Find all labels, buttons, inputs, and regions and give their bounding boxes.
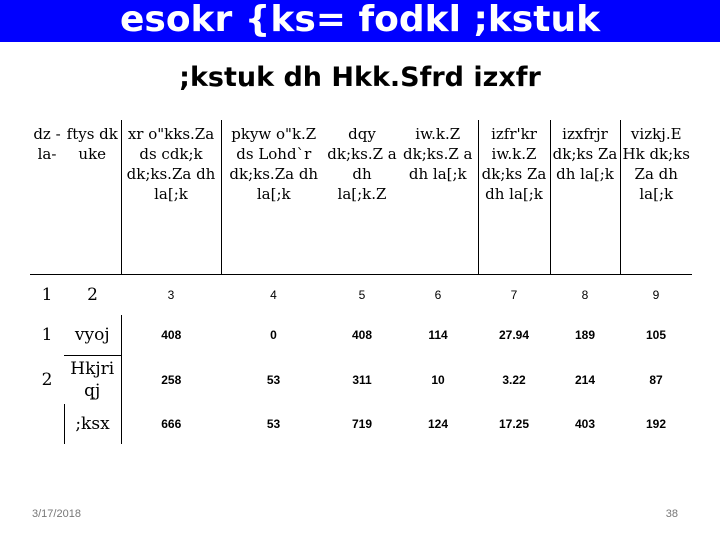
index-cell: 3 xyxy=(167,288,175,302)
value-cell: 408 xyxy=(351,328,373,343)
serial-cell: 2 xyxy=(41,369,53,390)
header-in-progress-works: izxfrjr dk;ks Za dh la[;k xyxy=(550,120,620,275)
header-pending-works: xr o"kks.Za ds cdk;k dk;ks.Za dh la[;k xyxy=(121,120,221,275)
value-cell: 27.94 xyxy=(498,328,530,343)
index-row xyxy=(30,275,692,316)
index-cell: 2 xyxy=(87,285,98,305)
district-cell: Hkjri qj xyxy=(64,356,121,405)
footer-page-number: 38 xyxy=(665,508,678,520)
header-sanctioned-works: pkyw o"k.Z ds Lohd`r dk;ks.Za dh la[;k xyxy=(221,120,326,275)
slide-title: esokr {ks= fodkl ;kstuk xyxy=(0,0,720,42)
value-cell: 3.22 xyxy=(502,372,526,387)
index-cell: 8 xyxy=(581,288,589,302)
value-cell: 53 xyxy=(266,417,281,431)
value-cell: 214 xyxy=(574,372,596,387)
value-cell: 17.25 xyxy=(498,417,530,431)
district-cell: vyoj xyxy=(64,315,121,356)
value-cell: 87 xyxy=(649,372,663,387)
header-completed-works: iw.k.Z dk;ks.Z a dh la[;k xyxy=(398,120,478,275)
index-cell: 6 xyxy=(434,288,442,302)
value-cell: 192 xyxy=(645,417,667,431)
index-cell: 1 xyxy=(41,285,53,305)
footer-date: 3/17/2018 xyxy=(32,508,81,520)
value-cell: 408 xyxy=(161,328,182,343)
progress-table xyxy=(30,120,692,444)
header-not-started-works: vizkj.E Hk dk;ks Za dh la[;k xyxy=(620,120,692,275)
value-cell: 719 xyxy=(351,417,373,431)
value-cell: 0 xyxy=(270,328,277,343)
value-cell: 105 xyxy=(645,328,667,343)
value-cell: 666 xyxy=(161,417,182,431)
value-cell: 124 xyxy=(427,417,449,431)
header-district: ftys dk uke xyxy=(64,120,121,275)
header-row xyxy=(30,120,692,275)
table-row xyxy=(30,315,692,356)
index-cell: 7 xyxy=(510,288,518,302)
index-cell: 5 xyxy=(358,288,366,302)
total-row xyxy=(30,404,692,444)
value-cell: 403 xyxy=(574,417,596,431)
value-cell: 258 xyxy=(161,372,182,387)
table-row xyxy=(30,356,692,405)
index-cell: 9 xyxy=(652,288,660,302)
serial-cell xyxy=(30,404,64,444)
value-cell: 114 xyxy=(428,328,448,343)
value-cell: 189 xyxy=(574,328,596,343)
value-cell: 10 xyxy=(431,372,445,387)
index-cell: 4 xyxy=(270,288,277,302)
header-serial: dz - la- xyxy=(30,120,64,275)
header-completion-percent: izfr'kr iw.k.Z dk;ks Za dh la[;k xyxy=(478,120,550,275)
slide-subtitle: ;kstuk dh Hkk.Sfrd izxfr xyxy=(179,62,541,93)
total-label-cell: ;ksx xyxy=(64,404,121,444)
value-cell: 311 xyxy=(352,372,372,387)
value-cell: 53 xyxy=(266,372,281,387)
header-total-works: dqy dk;ks.Z a dh la[;k.Z xyxy=(326,120,398,275)
serial-cell: 1 xyxy=(41,325,53,346)
